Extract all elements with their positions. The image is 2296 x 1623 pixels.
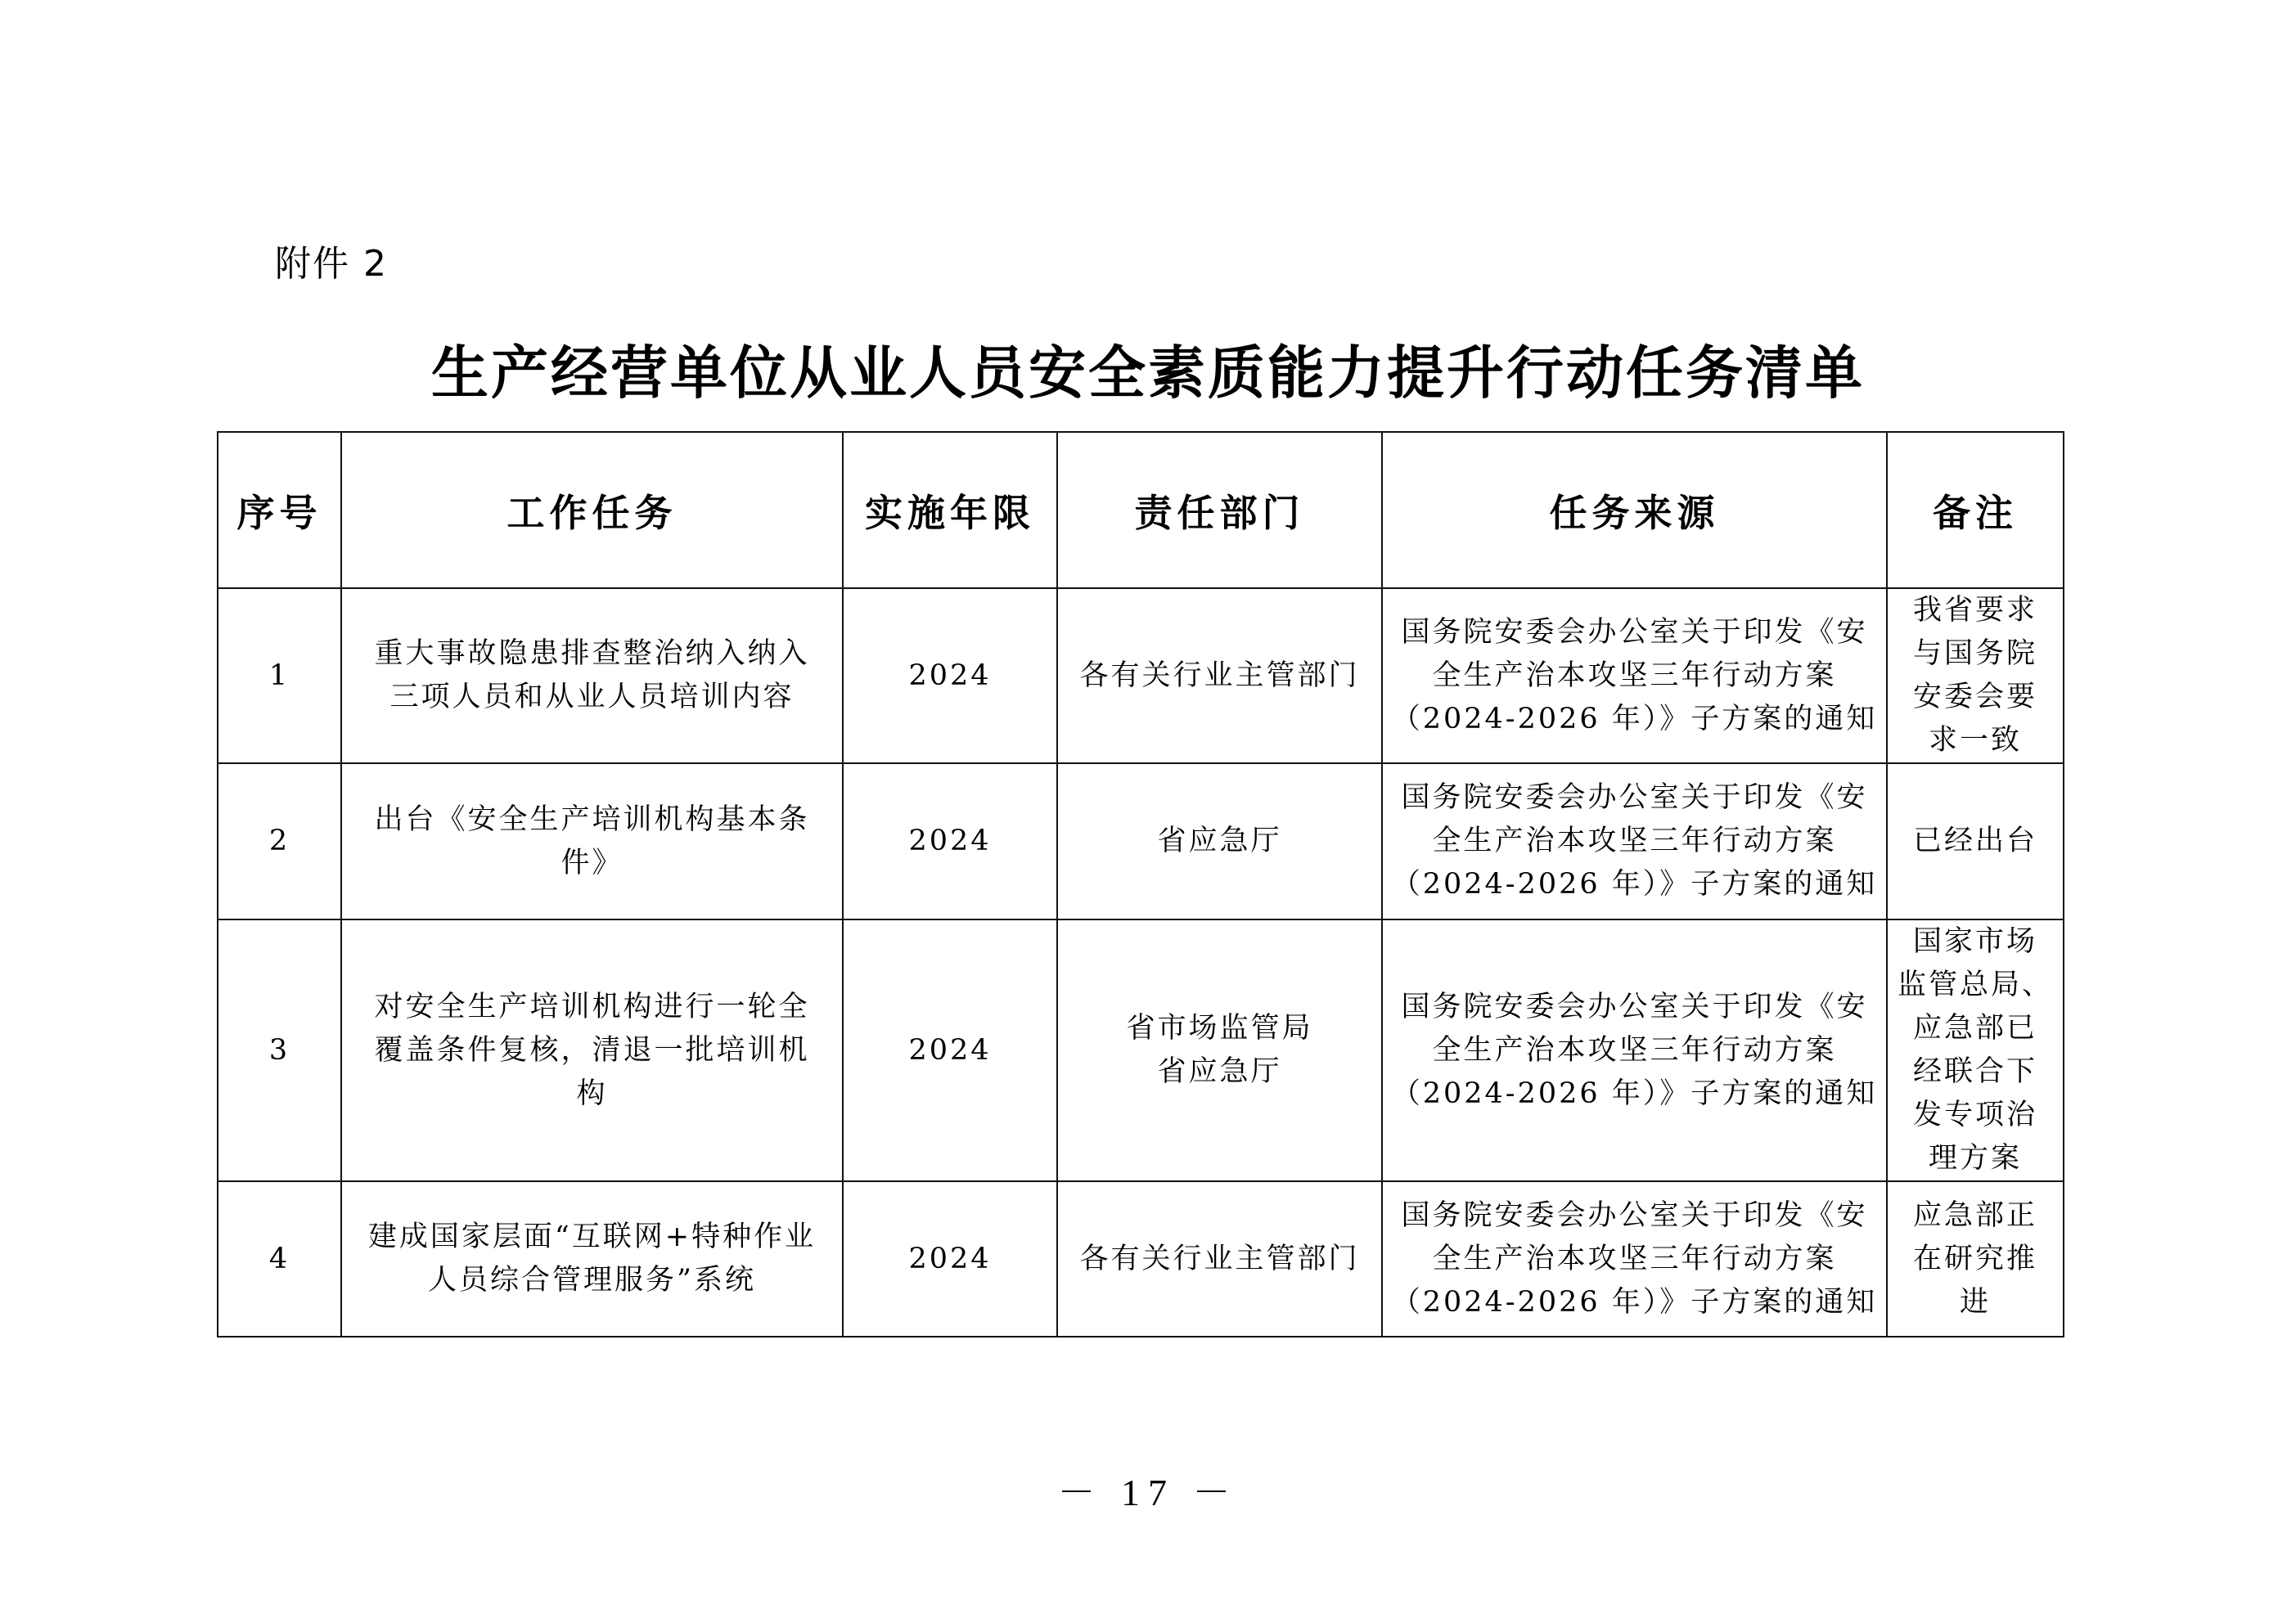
cell-department xyxy=(1057,588,1382,763)
table-row xyxy=(218,1181,2064,1337)
note-line: 我省要求 xyxy=(1912,594,2037,627)
note-line: 监管总局、 xyxy=(1897,969,2053,1001)
source-line: （2024-2026 年）》子方案的通知 xyxy=(1391,702,1878,735)
task-line: 件》 xyxy=(560,846,624,879)
cell-department xyxy=(1057,919,1382,1181)
department-line: 省市场监管局 xyxy=(1126,1012,1313,1045)
note-line: 求一致 xyxy=(1928,724,2022,757)
cell-task xyxy=(341,763,843,919)
note-line: 在研究推 xyxy=(1912,1242,2037,1275)
note-line: 应急部已 xyxy=(1912,1012,2037,1045)
department-line: 各有关行业主管部门 xyxy=(1079,1242,1360,1275)
cell-no: 3 xyxy=(218,919,341,1181)
cell-year: 2024 xyxy=(843,1181,1057,1337)
source-line: 国务院安委会办公室关于印发《安 xyxy=(1401,990,1868,1023)
note-line: 发专项治 xyxy=(1912,1099,2037,1131)
note-line: 应急部正 xyxy=(1912,1198,2037,1232)
cell-note xyxy=(1887,919,2064,1181)
header-source: 任务来源 xyxy=(1382,432,1887,588)
department-line: 省应急厅 xyxy=(1157,825,1282,857)
header-year: 实施年限 xyxy=(843,432,1057,588)
source-line: （2024-2026 年）》子方案的通知 xyxy=(1391,1077,1878,1110)
source-line: 全生产治本攻坚三年行动方案 xyxy=(1432,1242,1837,1275)
note-line: 安委会要 xyxy=(1912,681,2037,713)
header-no: 序号 xyxy=(218,432,341,588)
table-row xyxy=(218,763,2064,919)
cell-note xyxy=(1887,588,2064,763)
cell-year: 2024 xyxy=(843,919,1057,1181)
header-task: 工作任务 xyxy=(341,432,843,588)
cell-department xyxy=(1057,1181,1382,1337)
header-note: 备注 xyxy=(1887,432,2064,588)
cell-note xyxy=(1887,763,2064,919)
source-line: （2024-2026 年）》子方案的通知 xyxy=(1391,868,1878,901)
source-line: 国务院安委会办公室关于印发《安 xyxy=(1401,781,1868,814)
cell-no: 4 xyxy=(218,1181,341,1337)
source-line: 全生产治本攻坚三年行动方案 xyxy=(1432,1033,1837,1067)
cell-task xyxy=(341,588,843,763)
cell-source xyxy=(1382,588,1887,763)
cell-no: 2 xyxy=(218,763,341,919)
task-line: 出台《安全生产培训机构基本条 xyxy=(374,803,810,836)
cell-note xyxy=(1887,1181,2064,1337)
source-line: 国务院安委会办公室关于印发《安 xyxy=(1401,615,1868,649)
task-line: 构 xyxy=(576,1077,608,1110)
source-line: 全生产治本攻坚三年行动方案 xyxy=(1432,825,1837,857)
cell-task xyxy=(341,919,843,1181)
cell-task xyxy=(341,1181,843,1337)
cell-year: 2024 xyxy=(843,588,1057,763)
task-line: 覆盖条件复核，清退一批培训机 xyxy=(374,1033,810,1067)
page-number: － 17 － xyxy=(1057,1472,1239,1513)
note-line: 理方案 xyxy=(1928,1142,2022,1175)
attachment-label: 附件 2 xyxy=(275,243,388,285)
source-line: （2024-2026 年）》子方案的通知 xyxy=(1391,1285,1878,1319)
task-list-table xyxy=(217,431,2064,1338)
department-line: 省应急厅 xyxy=(1157,1055,1282,1088)
source-line: 国务院安委会办公室关于印发《安 xyxy=(1401,1198,1868,1232)
note-line: 与国务院 xyxy=(1912,637,2037,670)
header-department: 责任部门 xyxy=(1057,432,1382,588)
note-line: 国家市场 xyxy=(1912,925,2037,958)
table-row xyxy=(218,919,2064,1181)
document-title: 生产经营单位从业人员安全素质能力提升行动任务清单 xyxy=(431,339,1865,407)
cell-source xyxy=(1382,763,1887,919)
cell-no: 1 xyxy=(218,588,341,763)
cell-year: 2024 xyxy=(843,763,1057,919)
cell-department xyxy=(1057,763,1382,919)
department-line: 各有关行业主管部门 xyxy=(1079,659,1360,692)
task-line: 人员综合管理服务”系统 xyxy=(428,1264,756,1297)
task-line: 对安全生产培训机构进行一轮全 xyxy=(374,990,810,1023)
note-line: 进 xyxy=(1959,1285,1991,1319)
source-line: 全生产治本攻坚三年行动方案 xyxy=(1432,659,1837,692)
task-line: 三项人员和从业人员培训内容 xyxy=(389,681,795,713)
task-line: 建成国家层面“互联网+特种作业 xyxy=(367,1221,817,1253)
cell-source xyxy=(1382,919,1887,1181)
task-line: 重大事故隐患排查整治纳入纳入 xyxy=(374,637,810,670)
table-row xyxy=(218,588,2064,763)
note-line: 经联合下 xyxy=(1912,1055,2037,1088)
cell-source xyxy=(1382,1181,1887,1337)
table-header-row xyxy=(218,432,2064,588)
note-line: 已经出台 xyxy=(1912,825,2037,857)
